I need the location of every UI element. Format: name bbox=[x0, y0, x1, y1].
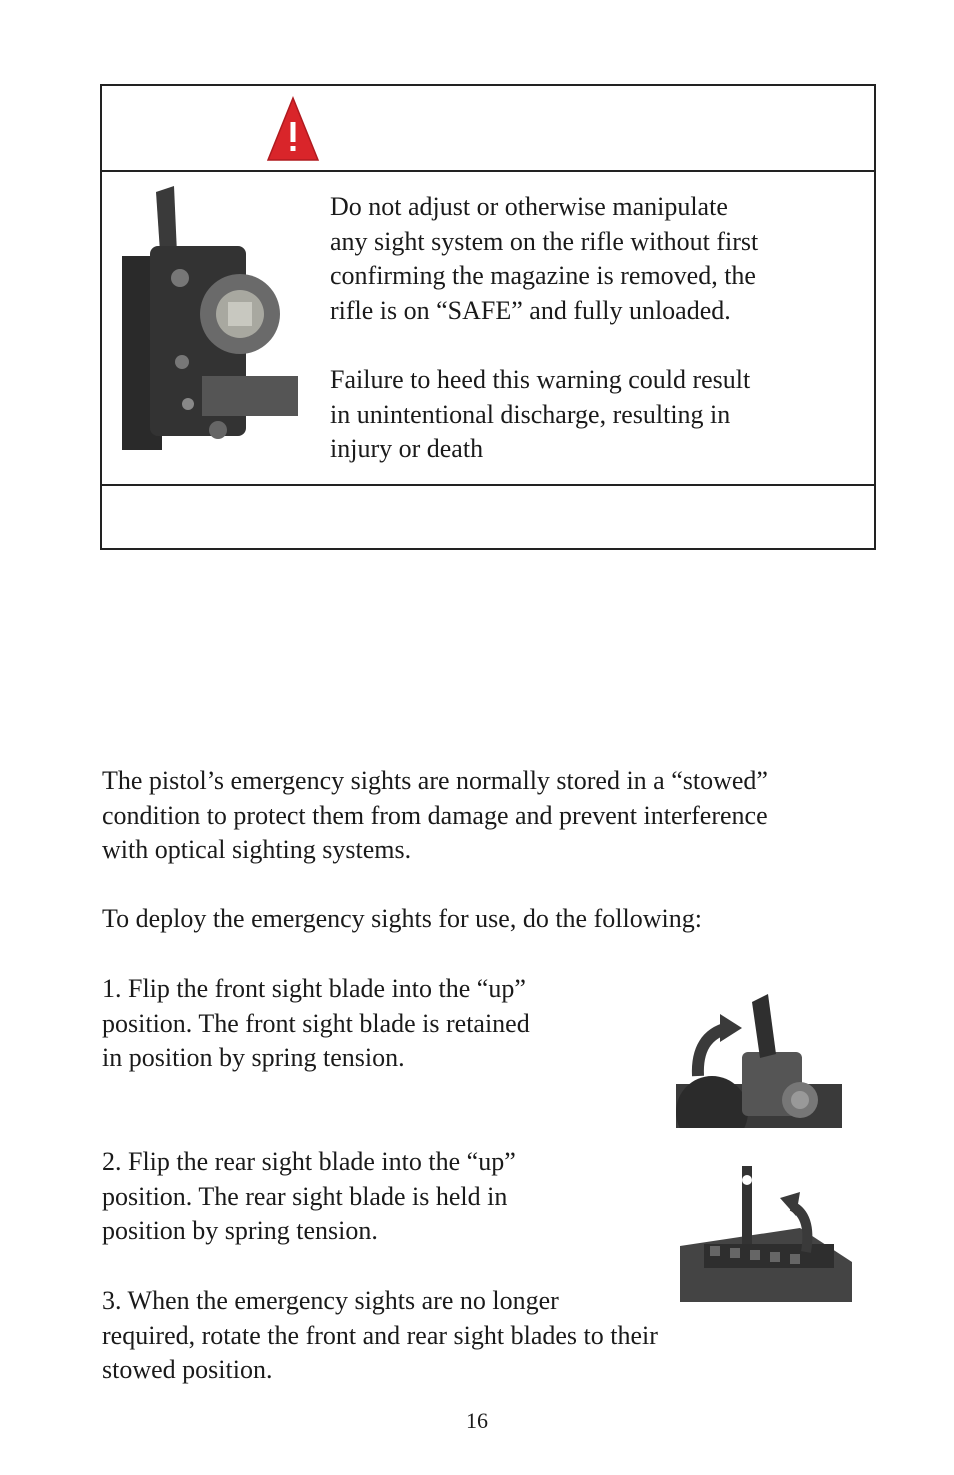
warning-box bbox=[100, 84, 876, 550]
intro-paragraph: The pistol’s emergency sights are normally stored in a “stowed” condition to protect them from damage and prevent interference with optical sighting systems. bbox=[102, 766, 768, 865]
warning-text bbox=[330, 190, 830, 467]
deploy-lead: To deploy the emergency sights for use, do the following: bbox=[102, 904, 702, 933]
warning-paragraph-1: Do not adjust or otherwise manipulate any sight system on the rifle without first confirming the magazine is removed, the rifle is on “SAFE” and fully unloaded. bbox=[330, 192, 759, 325]
warning-paragraph-2: Failure to heed this warning could result in unintentional discharge, resulting in injury or death bbox=[330, 364, 751, 464]
step-3: 3. When the emergency sights are no longer required, rotate the front and rear sight blades to their stowed position. bbox=[102, 1286, 658, 1385]
warning-header bbox=[102, 86, 874, 172]
step-1: 1. Flip the front sight blade into the “up” position. The front sight blade is retained in position by spring tension. bbox=[102, 974, 530, 1073]
step-2: 2. Flip the rear sight blade into the “up” position. The rear sight blade is held in position by spring tension. bbox=[102, 1147, 516, 1246]
page-number: 16 bbox=[466, 1408, 488, 1433]
warning-triangle-icon bbox=[266, 96, 320, 162]
front-sight-photo bbox=[676, 992, 842, 1128]
rear-sight-photo bbox=[680, 1162, 852, 1302]
warning-body bbox=[102, 170, 874, 486]
rifle-sight-photo bbox=[122, 186, 298, 450]
